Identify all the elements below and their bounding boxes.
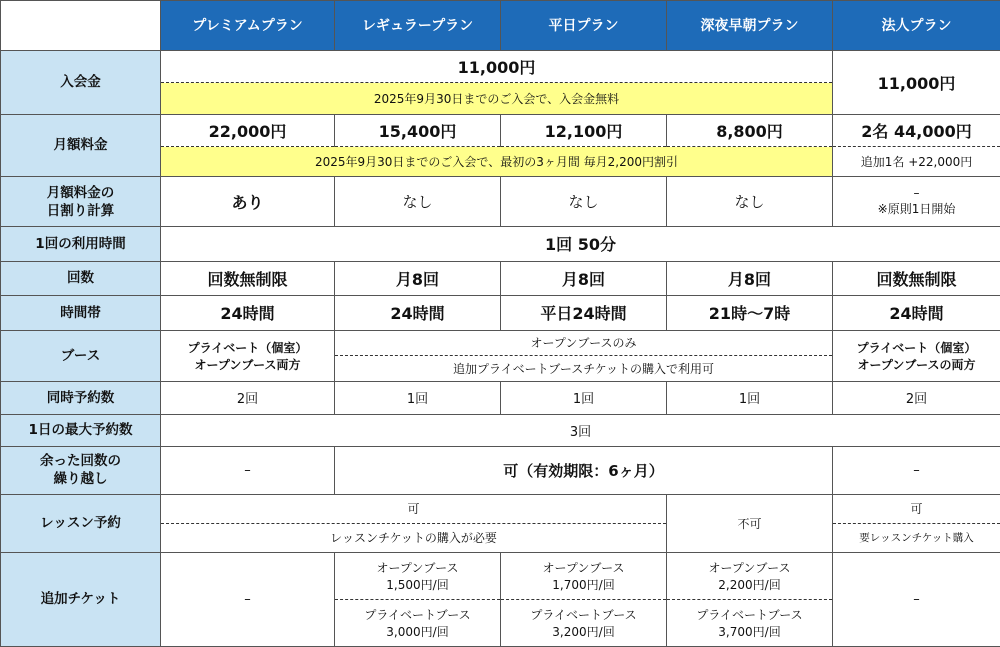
booth-shared-cell (335, 330, 833, 382)
tickets-regular-open-label: オープンブース (376, 560, 459, 575)
proration-corporate-note: ※原則1日開始 (877, 202, 956, 217)
proration-corporate: – (913, 186, 920, 201)
monthly-fee-night: 8,800円 (667, 114, 833, 146)
concurrent-regular: 1回 (335, 382, 501, 414)
carry-over-label-line2: 繰り越し (53, 471, 108, 488)
booth-corporate-line2: オープンブースの両方 (857, 357, 976, 372)
tickets-weekday (501, 552, 667, 646)
monthly-fee-premium: 22,000円 (161, 114, 335, 146)
proration-premium: あり (161, 177, 335, 227)
entry-fee-corporate: 11,000円 (833, 50, 1000, 114)
time-slot-regular: 24時間 (335, 296, 501, 330)
row-label-session-time: 1回の利用時間 (1, 227, 161, 261)
tickets-night-open-label: オープンブース (708, 560, 791, 575)
tickets-night-open (667, 553, 832, 600)
entry-fee-shared-cell (161, 50, 833, 114)
carry-over-corporate: – (833, 447, 1000, 495)
count-corporate: 回数無制限 (833, 261, 1000, 295)
proration-label-line1: 月額料金の (46, 184, 115, 201)
header-corner (1, 1, 161, 51)
lesson-corporate-available: 可 (833, 495, 1000, 524)
entry-fee-amount: 11,000円 (161, 51, 832, 83)
concurrent-night: 1回 (667, 382, 833, 414)
header-weekday-plan: 平日プラン (501, 1, 667, 51)
tickets-weekday-private (501, 600, 666, 646)
count-weekday: 月8回 (501, 261, 667, 295)
tickets-night-private (667, 600, 832, 646)
booth-premium (161, 330, 335, 382)
tickets-regular-private (335, 600, 500, 646)
row-label-booth: ブース (1, 330, 161, 382)
carry-over-shared: 可（有効期限：6ヶ月） (335, 447, 833, 495)
concurrent-premium: 2回 (161, 382, 335, 414)
count-night: 月8回 (667, 261, 833, 295)
tickets-weekday-private-label: プライベートブース (530, 607, 637, 622)
tickets-regular-open (335, 553, 500, 600)
count-premium: 回数無制限 (161, 261, 335, 295)
proration-corporate-cell (833, 177, 1000, 227)
concurrent-corporate: 2回 (833, 382, 1000, 414)
row-label-entry-fee: 入会金 (1, 50, 161, 114)
tickets-corporate: – (833, 552, 1000, 646)
proration-regular: なし (335, 177, 501, 227)
row-label-daily-max: 1日の最大予約数 (1, 414, 161, 446)
proration-weekday: なし (501, 177, 667, 227)
row-label-carry-over (1, 447, 161, 495)
tickets-night-open-price: 2,200円/回 (718, 577, 781, 592)
concurrent-weekday: 1回 (501, 382, 667, 414)
lesson-available: 可 (161, 495, 666, 524)
session-time-value: 1回 50分 (161, 227, 1000, 261)
row-label-concurrent: 同時予約数 (1, 382, 161, 414)
time-slot-weekday: 平日24時間 (501, 296, 667, 330)
lesson-night: 不可 (667, 494, 833, 552)
count-regular: 月8回 (335, 261, 501, 295)
entry-fee-promo: 2025年9月30日までのご入会で、入会金無料 (161, 83, 832, 114)
booth-corporate-line1: プライベート（個室） (856, 340, 977, 355)
row-label-monthly-fee: 月額料金 (1, 114, 161, 177)
time-slot-corporate: 24時間 (833, 296, 1000, 330)
lesson-corporate-note: 要レッスンチケット購入 (859, 532, 974, 545)
time-slot-night: 21時～7時 (667, 296, 833, 330)
tickets-weekday-open-label: オープンブース (542, 560, 625, 575)
proration-label-line2: 日割り計算 (46, 202, 115, 219)
row-label-tickets: 追加チケット (1, 552, 161, 646)
lesson-corporate-cell (833, 494, 1000, 552)
monthly-fee-corporate-note: 追加1名 +22,000円 (833, 147, 1000, 177)
tickets-premium: – (161, 552, 335, 646)
daily-max-value: 3回 (161, 414, 1000, 446)
lesson-ticket-required: レッスンチケットの購入が必要 (330, 531, 497, 546)
row-label-lesson: レッスン予約 (1, 494, 161, 552)
booth-open-only: オープンブースのみ (335, 331, 832, 357)
carry-over-label-line1: 余った回数の (40, 453, 121, 470)
header-regular-plan: レギュラープラン (335, 1, 501, 51)
tickets-night-private-price: 3,700円/回 (718, 624, 781, 639)
tickets-weekday-open-price: 1,700円/回 (552, 577, 615, 592)
row-label-proration (1, 177, 161, 227)
lesson-shared-cell (161, 494, 667, 552)
monthly-fee-corporate: 2名 44,000円 (833, 114, 1000, 146)
tickets-weekday-open (501, 553, 666, 600)
header-premium-plan: プレミアムプラン (161, 1, 335, 51)
booth-corporate (833, 330, 1000, 382)
row-label-count: 回数 (1, 261, 161, 295)
time-slot-premium: 24時間 (161, 296, 335, 330)
proration-night: なし (667, 177, 833, 227)
tickets-night (667, 552, 833, 646)
monthly-fee-regular: 15,400円 (335, 114, 501, 146)
booth-premium-line1: プライベート（個室） (187, 340, 308, 355)
booth-premium-line2: オープンブース両方 (194, 357, 301, 372)
tickets-night-private-label: プライベートブース (696, 607, 803, 622)
monthly-fee-promo: 2025年9月30日までのご入会で、最初の3ヶ月間 毎月2,200円割引 (161, 147, 833, 177)
booth-private-addon: 追加プライベートブースチケットの購入で利用可 (452, 362, 714, 377)
header-night-plan: 深夜早朝プラン (667, 1, 833, 51)
monthly-fee-weekday: 12,100円 (501, 114, 667, 146)
tickets-regular (335, 552, 501, 646)
tickets-regular-private-price: 3,000円/回 (386, 624, 449, 639)
tickets-regular-open-price: 1,500円/回 (386, 577, 449, 592)
tickets-regular-private-label: プライベートブース (364, 607, 471, 622)
carry-over-premium: – (161, 447, 335, 495)
row-label-time-slot: 時間帯 (1, 296, 161, 330)
header-corporate-plan: 法人プラン (833, 1, 1000, 51)
tickets-weekday-private-price: 3,200円/回 (552, 624, 615, 639)
